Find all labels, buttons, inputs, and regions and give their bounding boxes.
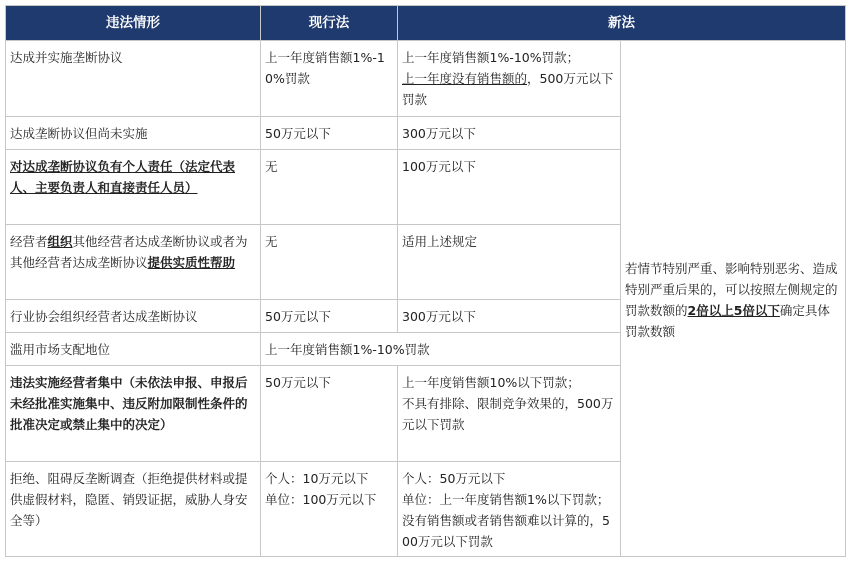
- current-law-cell: 上一年度销售额1%-10%罚款: [261, 41, 398, 117]
- header-situation: 违法情形: [6, 6, 261, 41]
- new-law-text: 单位：上一年度销售额1%以下罚款；没有销售额或者销售额难以计算的，500万元以下罚款: [402, 492, 610, 549]
- current-law-cell: [261, 462, 398, 557]
- side-note-text: 若情节特别严重、影响特别恶劣、造成特别严重后果的，可以按照左侧规定的罚款数额的: [625, 260, 838, 318]
- new-law-text: 不具有排除、限制竞争效果的，500万元以下罚款: [402, 396, 614, 432]
- situation-cell: [6, 225, 261, 300]
- new-law-text: 上一年度销售额10%以下罚款；: [402, 375, 580, 390]
- new-law-text: ，500万元以下罚款: [402, 71, 614, 107]
- situation-cell: 违法实施经营者集中（未依法申报、申报后未经批准实施集中、违反附加限制性条件的批准决定或禁止集中的决定）: [6, 366, 261, 462]
- new-law-underlined: 上一年度没有销售额的: [402, 71, 528, 86]
- new-law-cell: [398, 366, 621, 462]
- current-law-cell: 50万元以下: [261, 300, 398, 333]
- new-law-cell: 适用上述规定: [398, 225, 621, 300]
- side-note-cell: [621, 41, 846, 557]
- current-law-cell: 50万元以下: [261, 117, 398, 150]
- new-law-cell: 100万元以下: [398, 150, 621, 225]
- situation-cell: 达成垄断协议但尚未实施: [6, 117, 261, 150]
- current-law-cell: 50万元以下: [261, 366, 398, 462]
- new-law-cell: [398, 41, 621, 117]
- new-law-text: 个人：50万元以下: [402, 471, 506, 486]
- situation-emphasis: 提供实质性帮助: [147, 255, 236, 270]
- merged-law-cell: 上一年度销售额1%-10%罚款: [261, 333, 621, 366]
- header-row: [6, 6, 846, 41]
- situation-text: 经营者: [10, 234, 48, 249]
- situation-cell: 滥用市场支配地位: [6, 333, 261, 366]
- situation-emphasis: 组织: [47, 234, 73, 249]
- current-law-text: 单位：100万元以下: [265, 492, 377, 507]
- current-law-text: 个人：10万元以下: [265, 471, 369, 486]
- header-new-law: 新法: [398, 6, 846, 41]
- new-law-text: 上一年度销售额1%-10%罚款；: [402, 50, 580, 65]
- situation-cell: 行业协会组织经营者达成垄断协议: [6, 300, 261, 333]
- situation-cell: 对达成垄断协议负有个人责任（法定代表人、主要负责人和直接责任人员）: [6, 150, 261, 225]
- situation-cell: 拒绝、阻碍反垄断调查（拒绝提供材料或提供虚假材料，隐匿、销毁证据，威胁人身安全等）: [6, 462, 261, 557]
- current-law-cell: 无: [261, 150, 398, 225]
- side-note-text: 确定具体罚款数额: [625, 302, 830, 339]
- situation-text: 其他经营者达成垄断协议或者为其他经营者达成垄断协议: [10, 234, 248, 270]
- header-current-law: 现行法: [261, 6, 398, 41]
- table-row: [6, 41, 846, 117]
- new-law-cell: 300万元以下: [398, 117, 621, 150]
- penalty-comparison-table: [5, 5, 846, 557]
- situation-cell: 达成并实施垄断协议: [6, 41, 261, 117]
- current-law-cell: 无: [261, 225, 398, 300]
- new-law-cell: [398, 462, 621, 557]
- new-law-cell: 300万元以下: [398, 300, 621, 333]
- side-note-multiplier: 2倍以上5倍以下: [687, 302, 780, 318]
